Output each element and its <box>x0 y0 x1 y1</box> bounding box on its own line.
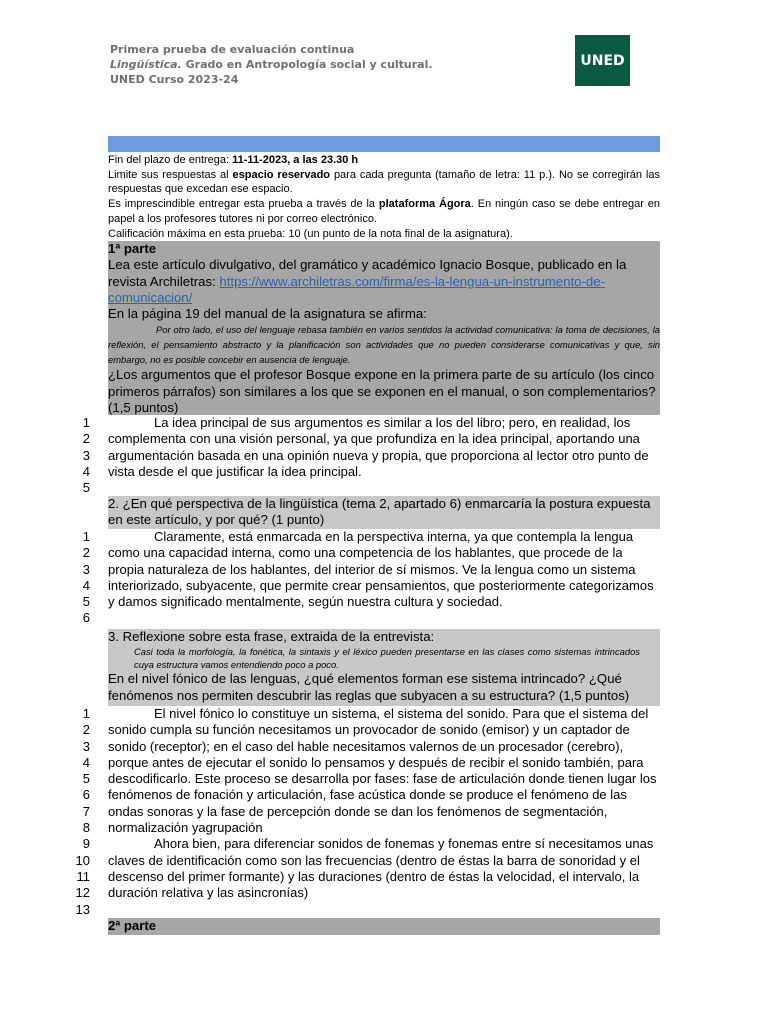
grade-line: Calificación máxima en esta prueba: 10 (un punto de la nota final de la asignatura). <box>108 227 513 240</box>
line-number: 4 <box>82 577 90 593</box>
part2-title: 2ª parte <box>108 918 157 933</box>
uned-logo: UNED <box>575 35 630 86</box>
line-number: 5 <box>82 594 90 610</box>
limit-line: Limite sus respuestas al espacio reservado para cada pregunta (tamaño de letra: 11 p.). No se corregirán las respuestas que excedan ese espacio. <box>108 168 660 196</box>
line-number: 2 <box>82 545 90 561</box>
q2-question-block <box>108 496 660 529</box>
line-number: 1 <box>82 415 90 430</box>
line-number: 13 <box>75 901 90 917</box>
part1-answer[interactable]: La idea principal de sus argumentos es similar a los del libro; pero, en realidad, los complementa con una visión personal, ya que profundiza en la idea principal, aportando una argumentación basada en una opinión nueva y propia, que proporciona al lector otro punto de vista desde el que justificar la idea principal. <box>108 415 649 479</box>
line-number: 8 <box>82 820 90 836</box>
document-header <box>110 42 433 87</box>
part1-question-block <box>108 241 660 415</box>
header-subject: Lingüística. <box>110 58 182 71</box>
line-number: 11 <box>76 868 90 884</box>
part1-intro: Lea este artículo divulgativo, del gramático y académico Ignacio Bosque, publicado en la revista Archiletras: https://www.archiletras.com/firma/es-la-lengua-un-instrumento-de-comunicacion/ <box>108 257 627 305</box>
header-line-1: Primera prueba de evaluación continua <box>110 43 355 56</box>
q3-answer-paragraph-2: Ahora bien, para diferenciar sonidos de fonemas y fonemas entre sí necesitamos unas claves de identificación como son las frecuencias (dentro de éstas la barra de sonoridad y el descenso del primer formante) y las duraciones (dentro de éstas la velocidad, el intervalo, la duración relativa y las asincronías) <box>108 836 654 901</box>
part1-line-numbers <box>60 415 90 496</box>
line-number: 6 <box>82 787 90 803</box>
q3-question: En el nivel fónico de las lenguas, ¿qué elementos forman ese sistema intrincado? ¿Qué fenómenos nos permiten descubrir las reglas que subyacen a su estructura? (1,5 puntos) <box>108 671 630 703</box>
header-degree: Grado en Antropología social y cultural. <box>181 58 433 71</box>
line-number: 5 <box>82 480 90 496</box>
q2-answer[interactable]: Claramente, está enmarcada en la perspectiva interna, ya que contempla la lengua como una capacidad interna, como una competencia de los hablantes, que procede de la propia naturaleza de los hablantes, del interior de sí mismos. Ve la lengua como un sistema interiorizado, subyacente, que permite crear pensamientos, que posteriormente categorizamos y damos significado mentalmente, según nuestra cultura y sociedad. <box>108 529 654 610</box>
line-number: 1 <box>82 529 90 544</box>
part1-question: ¿Los argumentos que el profesor Bosque expone en la primera parte de su artículo (los cinco primeros párrafos) son similares a los que se exponen en el manual, o son complementarios? (1,5 puntos) <box>108 367 656 416</box>
q3-line-numbers <box>60 706 90 918</box>
platform-line: Es imprescindible entregar esta prueba a través de la plataforma Ágora. En ningún caso se debe entregar en papel a los profesores tutores ni por correo electrónico. <box>108 198 660 225</box>
q3-quote: Casi toda la morfología, la fonética, la sintaxis y el léxico pueden presentarse en las clases como sistemas intrincados cuya estructura vamos entendiendo poco a poco. <box>134 646 640 671</box>
header-line-2 <box>110 57 433 72</box>
line-number: 4 <box>82 754 90 770</box>
header-line-3: UNED Curso 2023-24 <box>110 73 239 86</box>
line-number: 3 <box>82 447 90 463</box>
q2-question: 2. ¿En qué perspectiva de la lingüística (tema 2, apartado 6) enmarcaría la postura expuesta en este artículo, y por qué? (1 punto) <box>108 496 651 528</box>
part2-header <box>108 918 660 935</box>
line-number: 7 <box>82 803 90 819</box>
q3-question-intro: 3. Reflexione sobre esta frase, extraida de la entrevista: <box>108 629 435 644</box>
article-link[interactable]: https://www.archiletras.com/firma/es-la-lengua-un-instrumento-de-comunicacion/ <box>108 273 605 305</box>
line-number: 12 <box>75 885 90 901</box>
line-number: 1 <box>82 706 90 721</box>
q3-answer[interactable] <box>108 706 660 902</box>
line-number: 3 <box>82 561 90 577</box>
q3-question-block <box>108 629 660 706</box>
part1-title: 1ª parte <box>108 241 157 256</box>
line-number: 2 <box>82 431 90 447</box>
line-number: 4 <box>82 463 90 479</box>
part1-quote: Por otro lado, el uso del lenguaje rebasa también en varios sentidos la actividad comunicativa: la toma de decisiones, la reflexión, el pensamiento abstracto y la planificación son actividades que no pueden considerarse comunicativas y que, sin embargo, no es posible concebir en ausencia de lenguaje. <box>108 324 660 366</box>
line-number: 3 <box>82 738 90 754</box>
line-number: 9 <box>82 836 90 852</box>
instructions <box>108 153 660 241</box>
title-bar <box>108 136 660 152</box>
part1-manual-line: En la página 19 del manual de la asignatura se afirma: <box>108 306 427 322</box>
line-number: 5 <box>82 771 90 787</box>
line-number: 10 <box>75 852 90 868</box>
line-number: 6 <box>82 610 90 626</box>
deadline-line: Fin del plazo de entrega: 11-11-2023, a las 23.30 h <box>108 154 359 166</box>
line-number: 2 <box>82 722 90 738</box>
q2-line-numbers <box>60 529 90 627</box>
q3-answer-paragraph-1: El nivel fónico lo constituye un sistema, el sistema del sonido. Para que el sistema del sonido cumpla su función necesitamos un provocador de sonido (emisor) y un captador de sonido (receptor); en el caso del hable necesitamos valernos de un procesador (cerebro), porque antes de ejecutar el sonido lo pensamos y después de recibir el sonido también, para descodificarlo. Este proceso se desarrolla por fases: fase de articulación donde tienen lugar los fenómenos de fonación y articulación, fase acústica donde se produce el fenómeno de las ondas sonoras y la fase de percepción donde se dan los fenómenos de segmentación, normalización yagrupación <box>108 706 657 836</box>
